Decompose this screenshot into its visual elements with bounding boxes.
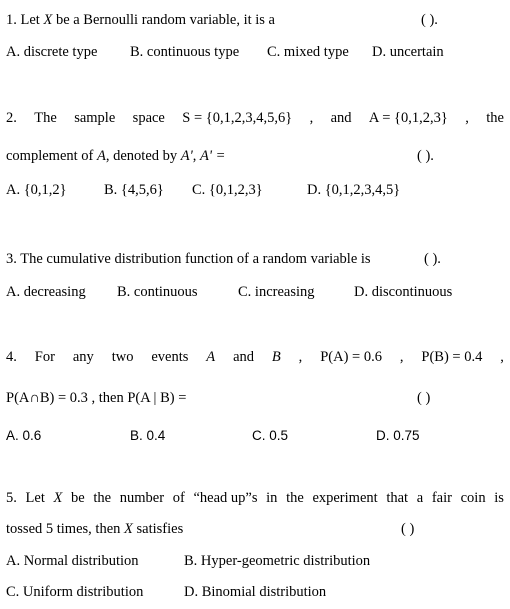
q5-stem-line2: tossed 5 times, then X satisfies — [6, 521, 184, 537]
q5-answer-blank[interactable]: ( ) — [401, 521, 415, 537]
q3-option-b[interactable]: B. continuous — [117, 284, 198, 300]
q2-option-d[interactable]: D. {0,1,2,3,4,5} — [307, 182, 401, 198]
q2-stem-line2: complement of A, denoted by A', A' = — [6, 148, 226, 164]
q2-option-a[interactable]: A. {0,1,2} — [6, 182, 67, 198]
q1-option-d[interactable]: D. uncertain — [372, 44, 444, 60]
q3-option-a[interactable]: A. decreasing — [6, 284, 86, 300]
q4-stem-line2: P(A∩B) = 0.3 , then P(A | B) = — [6, 390, 187, 406]
q1-answer-blank[interactable]: ( ). — [421, 12, 438, 28]
q1-option-b[interactable]: B. continuous type — [130, 44, 240, 60]
q1-option-a[interactable]: A. discrete type — [6, 44, 98, 60]
q4-stem-line1: 4. For any two events A and B , P(A) = 0.6 , P(B) = 0.4 , — [6, 349, 504, 365]
q4-option-c[interactable]: C. 0.5 — [252, 428, 289, 443]
q2-answer-blank[interactable]: ( ). — [417, 148, 434, 164]
q4-option-a[interactable]: A. 0.6 — [6, 428, 42, 443]
q2-option-c[interactable]: C. {0,1,2,3} — [192, 182, 263, 198]
q3-option-d[interactable]: D. discontinuous — [354, 284, 453, 300]
q3-answer-blank[interactable]: ( ). — [424, 251, 441, 267]
q5-option-d[interactable]: D. Binomial distribution — [184, 584, 327, 600]
q5-option-a[interactable]: A. Normal distribution — [6, 553, 139, 569]
q4-answer-blank[interactable]: ( ) — [417, 390, 431, 406]
q4-option-d[interactable]: D. 0.75 — [376, 428, 420, 443]
q5-option-c[interactable]: C. Uniform distribution — [6, 584, 144, 600]
q2-stem-line1: 2. The sample space S = {0,1,2,3,4,5,6} , and A = {0,1,2,3} , the — [6, 110, 504, 126]
q1-stem: 1. Let X be a Bernoulli random variable, it is a — [6, 12, 275, 28]
q5-option-b[interactable]: B. Hyper-geometric distribution — [184, 553, 371, 569]
q1-option-c[interactable]: C. mixed type — [267, 44, 349, 60]
q3-option-c[interactable]: C. increasing — [238, 284, 315, 300]
q4-option-b[interactable]: B. 0.4 — [130, 428, 166, 443]
q5-stem-line1: 5. Let X be the number of “head up”s in the experiment that a fair coin is — [6, 490, 504, 506]
q2-option-b[interactable]: B. {4,5,6} — [104, 182, 164, 198]
q3-stem: 3. The cumulative distribution function of a random variable is — [6, 251, 371, 267]
